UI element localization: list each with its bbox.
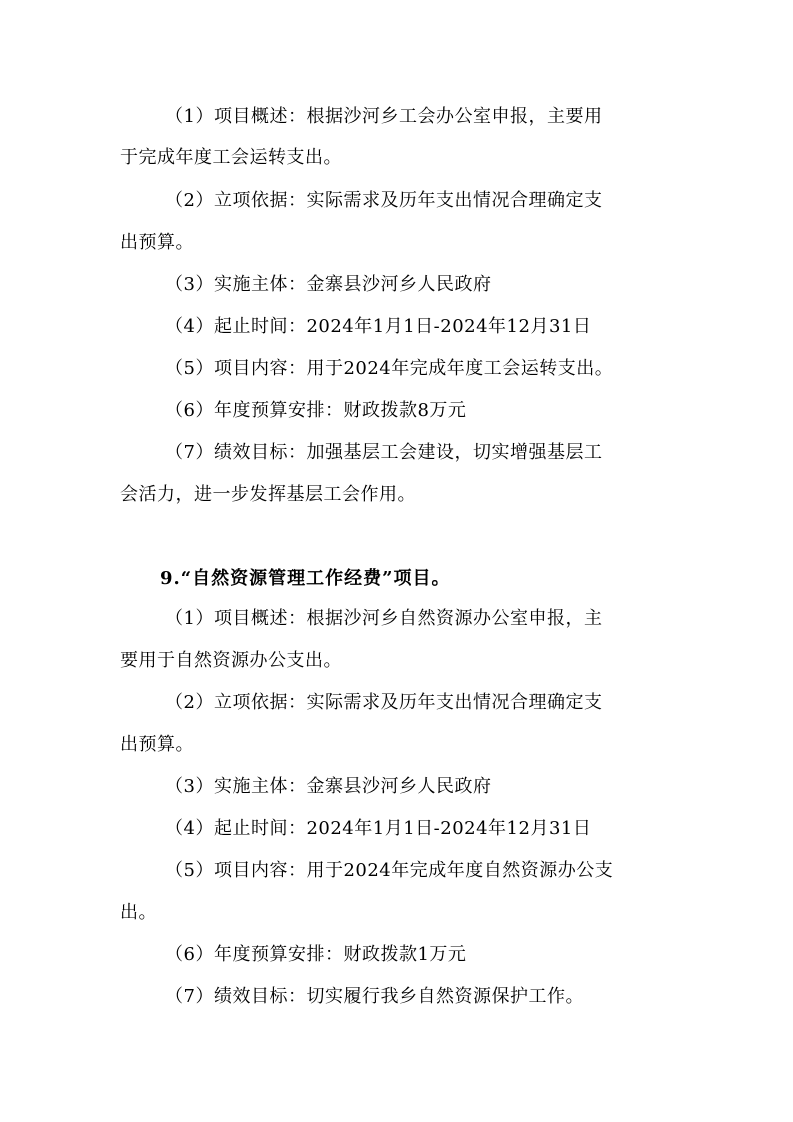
goal-line: （7）绩效目标：切实履行我乡自然资源保护工作。	[165, 986, 584, 1007]
basis-paragraph-line: 出预算。	[120, 232, 194, 253]
budget-line: （6）年度预算安排：财政拨款1万元	[165, 944, 467, 965]
period-line: （4）起止时间：2024年1月1日-2024年12月31日	[165, 316, 592, 337]
content-paragraph-line: （5）项目内容：用于2024年完成年度自然资源办公支	[165, 860, 614, 881]
section-heading: 9.“自然资源管理工作经费”项目。	[160, 568, 451, 589]
overview-paragraph-line: 要用于自然资源办公支出。	[120, 650, 342, 671]
budget-line: （6）年度预算安排：财政拨款8万元	[165, 400, 467, 421]
implementing-body-line: （3）实施主体：金寨县沙河乡人民政府	[165, 274, 492, 295]
basis-paragraph-line: （2）立项依据：实际需求及历年支出情况合理确定支	[165, 190, 603, 211]
goal-paragraph-line: （7）绩效目标：加强基层工会建设，切实增强基层工	[165, 442, 603, 463]
overview-paragraph-line: （1）项目概述：根据沙河乡自然资源办公室申报，主	[165, 608, 603, 629]
overview-paragraph-line: 于完成年度工会运转支出。	[120, 147, 342, 168]
implementing-body-line: （3）实施主体：金寨县沙河乡人民政府	[165, 776, 492, 797]
overview-paragraph-line: （1）项目概述：根据沙河乡工会办公室申报，主要用	[165, 106, 603, 127]
basis-paragraph-line: （2）立项依据：实际需求及历年支出情况合理确定支	[165, 692, 603, 713]
content-paragraph-line: 出。	[120, 902, 157, 923]
goal-paragraph-line: 会活力，进一步发挥基层工会作用。	[120, 484, 416, 505]
content-line: （5）项目内容：用于2024年完成年度工会运转支出。	[165, 358, 614, 379]
period-line: （4）起止时间：2024年1月1日-2024年12月31日	[165, 818, 592, 839]
basis-paragraph-line: 出预算。	[120, 734, 194, 755]
